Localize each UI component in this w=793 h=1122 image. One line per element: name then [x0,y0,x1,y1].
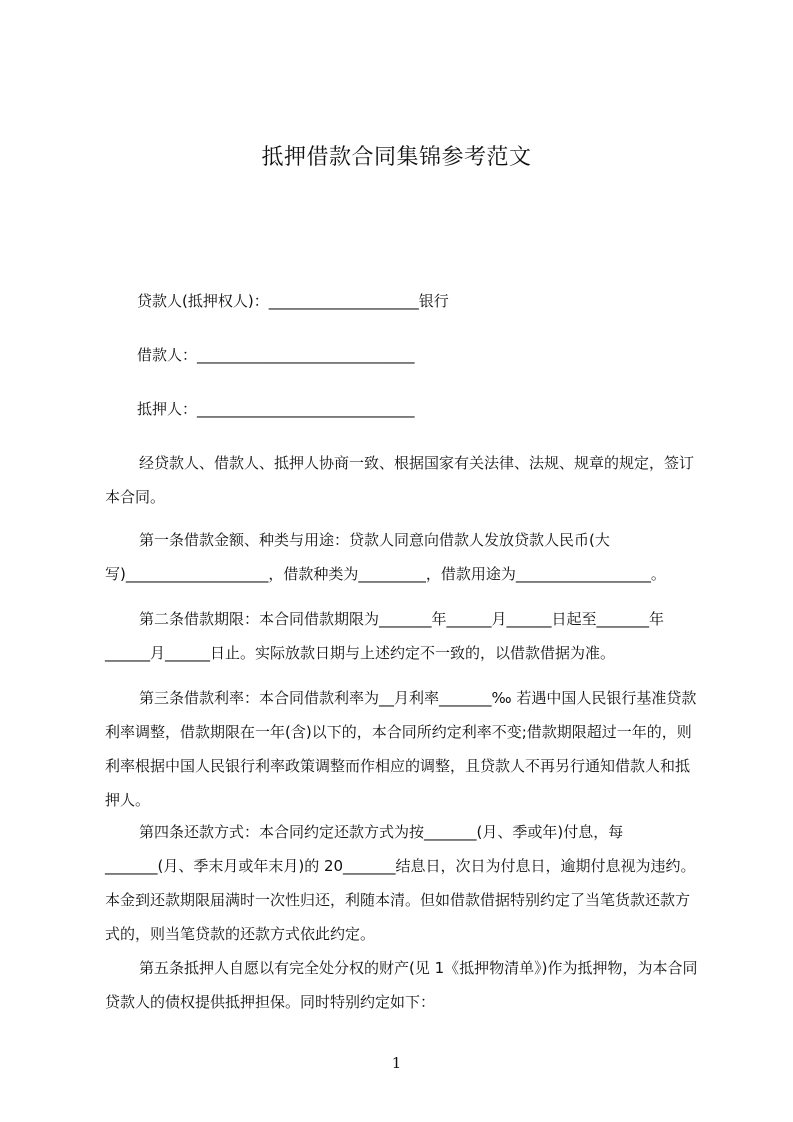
borrower-line: 借款人：_____________________________ [137,346,415,364]
page-number: 1 [391,1054,402,1072]
article-2: 第二条借款期限：本合同借款期限为_______年______月______日起至_______年______月______日止。实际放款日期与上述约定不一致的，以借款借据为准。 [105,610,665,662]
article-3: 第三条借款利率：本合同借款利率为__月利率_______‰ 若遇中国人民银行基准贷款利率调整，借款期限在一年(含)以下的，本合同所约定利率不变;借款期限超过一年的，则利率根据中国人民银行利率政策调整而作相应的调整，且贷款人不再另行通知借款人和抵押人。 [105,689,697,809]
lender-line: 贷款人(抵押权人)：____________________银行 [137,292,449,310]
intro-paragraph: 经贷款人、借款人、抵押人协商一致、根据国家有关法律、法规、规章的规定，签订本合同。 [105,454,695,506]
article-4: 第四条还款方式：本合同约定还款方式为按_______(月、季或年)付息，每_______(月、季末月或年末月)的 20_______结息日，次日为付息日，逾期付息视为违约。本金到还款期限届满时一次性归还，利随本清。但如借款借据特别约定了当笔货款还款方式的，则当笔贷款的还款方式依此约定。 [105,823,696,943]
mortgagor-line: 抵押人：_____________________________ [137,400,415,418]
article-5: 第五条抵押人自愿以有完全处分权的财产(见 1《抵押物清单》)作为抵押物，为本合同贷款人的债权提供抵押担保。同时特别约定如下： [105,959,698,1011]
article-1: 第一条借款金额、种类与用途：贷款人同意向借款人发放贷款人民币(大写)___________________，借款种类为_________，借款用途为__________________。 [105,531,666,583]
document-title: 抵押借款合同集锦参考范文 [261,145,532,170]
